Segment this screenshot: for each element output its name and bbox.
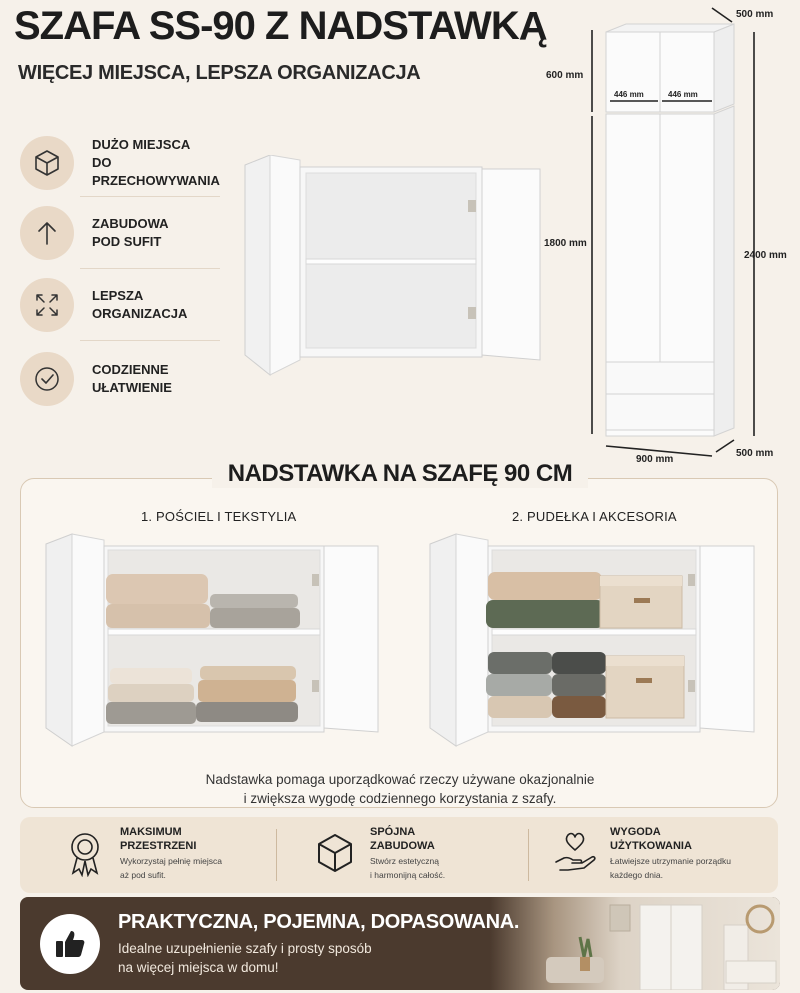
check-circle-icon [20,352,74,406]
benefits-bar [20,817,778,893]
feature-line2: POD SUFIT [92,234,162,249]
arrow-up-icon [20,206,74,260]
page-title: SZAFA SS-90 Z NADSTAWKĄ [14,4,547,48]
bottom-banner [20,897,780,990]
section-description [0,770,800,808]
dim-depth-bottom: 500 mm [736,448,774,459]
feature-line2: UŁATWIENIE [92,380,172,395]
feature-line1: CODZIENNE [92,362,169,377]
label-textiles: 1. POŚCIEL I TEKSTYLIA [141,509,297,524]
benefit-desc1: Łatwiejsze utrzymanie porządku [610,856,731,866]
benefit-title1: WYGODA [610,826,661,838]
feature-line1: ZABUDOWA [92,216,169,231]
wardrobe-dimension-drawing [540,0,800,470]
benefit-title2: ZABUDOWA [370,840,435,852]
benefit-desc2: i harmonijną całość. [370,870,446,880]
banner-line1: Idealne uzupełnienie szafy i prosty sposób [118,941,372,956]
dim-width: 900 mm [636,454,674,465]
dim-total-height: 2400 mm [744,250,787,261]
room-photo [490,897,780,990]
feature-daily [20,344,220,414]
feature-line2: ORGANIZACJA [92,306,188,321]
badge-icon [60,825,110,881]
banner-title: PRAKTYCZNA, POJEMNA, DOPASOWANA. [118,911,520,933]
expand-arrows-icon [20,278,74,332]
dim-body-height: 1800 mm [544,238,587,249]
benefit-title2: PRZESTRZENI [120,840,197,852]
section-title: NADSTAWKA NA SZAFĘ 90 CM [212,460,588,488]
page-subtitle: WIĘCEJ MIEJSCA, LEPSZA ORGANIZACJA [18,62,421,84]
desc-line1: Nadstawka pomaga uporządkować rzeczy używane okazjonalnie [205,772,595,787]
benefit-desc2: każdego dnia. [610,870,663,880]
feature-line2: DO PRZECHOWYWANIA [92,155,220,188]
dim-door-left: 446 mm [614,90,644,99]
open-top-cabinet-image [240,155,545,380]
benefit-space [60,825,222,881]
dim-top-height: 600 mm [546,70,584,81]
benefit-desc1: Stwórz estetyczną [370,856,439,866]
benefit-desc2: aż pod sufit. [120,870,166,880]
box-icon [20,136,74,190]
benefit-title1: SPÓJNA [370,826,416,838]
cabinet-textiles-image [44,532,380,748]
thumbs-up-icon [40,914,100,974]
divider [80,268,220,269]
benefit-separator [528,829,529,881]
desc-line2: i zwiększa wygodę codziennego korzystania z szafy. [243,791,557,806]
cabinet-boxes-image [428,532,758,748]
feature-organization [20,270,220,340]
benefit-cohesive [310,825,445,881]
label-boxes: 2. PUDEŁKA I AKCESORIA [512,509,677,524]
cube-icon [310,825,360,881]
benefit-title2: UŻYTKOWANIA [610,840,692,852]
feature-ceiling [20,198,220,268]
divider [80,196,220,197]
benefit-separator [276,829,277,881]
feature-storage [20,128,220,198]
banner-text [118,939,418,977]
benefit-title1: MAKSIMUM [120,826,182,838]
divider [80,340,220,341]
heart-hand-icon [550,825,600,881]
feature-line1: DUŻO MIEJSCA [92,137,191,152]
dim-door-right: 446 mm [668,90,698,99]
benefit-convenience [550,825,731,881]
benefit-desc1: Wykorzystaj pełnię miejsca [120,856,222,866]
banner-line2: na więcej miejsca w domu! [118,960,279,975]
dim-depth-top: 500 mm [736,9,774,20]
feature-line1: LEPSZA [92,288,144,303]
